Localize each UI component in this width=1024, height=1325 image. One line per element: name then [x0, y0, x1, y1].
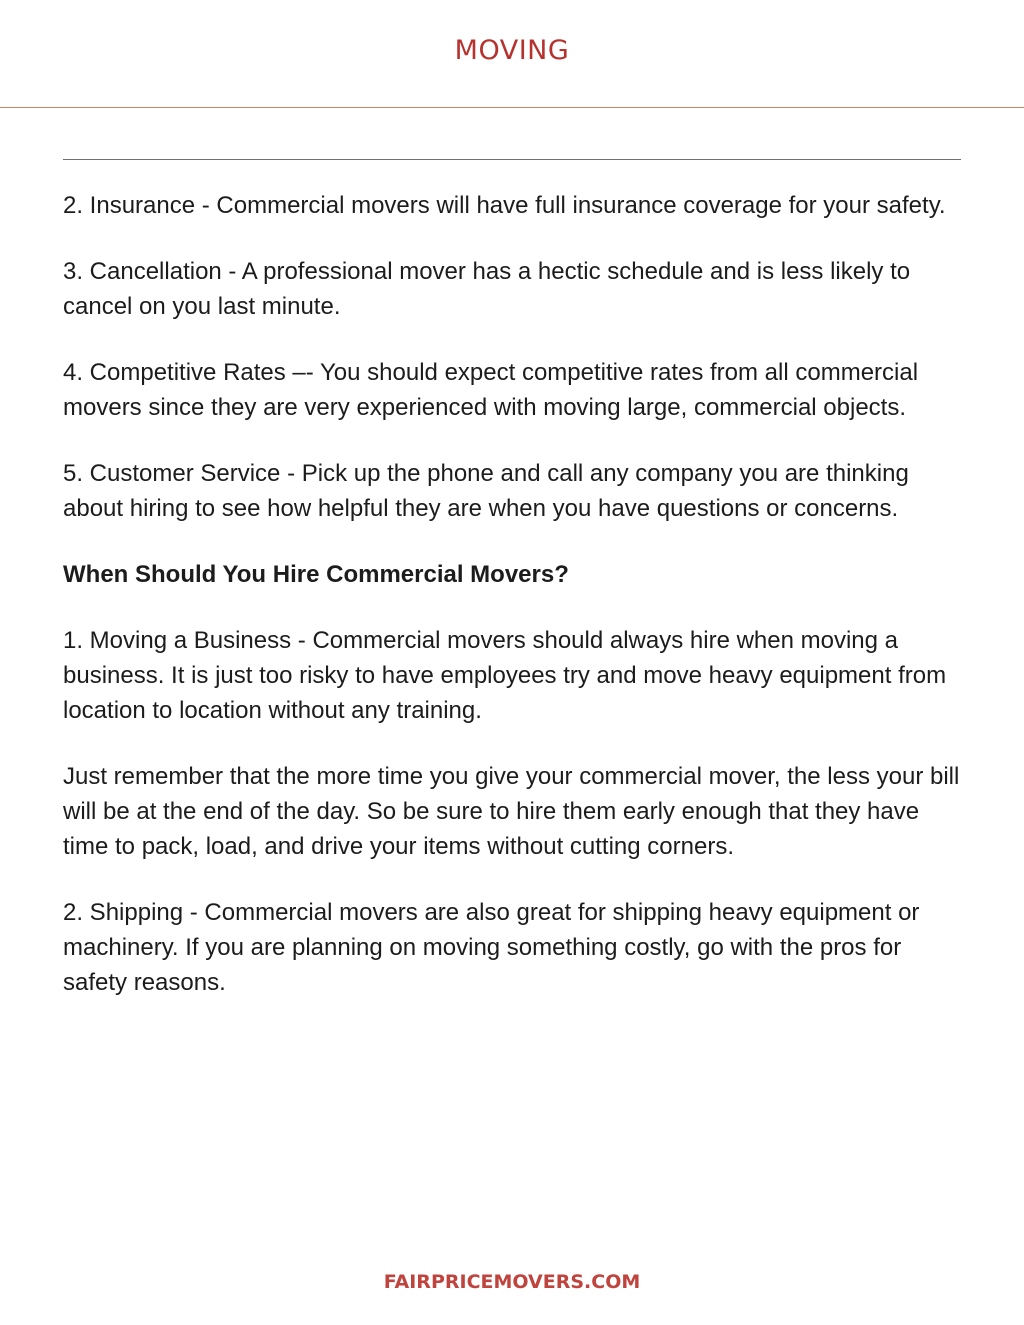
section-heading: When Should You Hire Commercial Movers?	[63, 561, 569, 588]
content-divider	[63, 159, 961, 160]
paragraph-shipping: 2. Shipping - Commercial movers are also great for shipping heavy equipment or machinery. If you are planning on moving something costly, go with the pros for safety reasons.	[63, 899, 920, 996]
paragraph-cancellation: 3. Cancellation - A professional mover has a hectic schedule and is less likely to cancel on you last minute.	[63, 258, 911, 320]
page-title: MOVING	[454, 35, 570, 66]
header-divider	[0, 107, 1024, 108]
paragraph-moving-business: 1. Moving a Business - Commercial movers should always hire when moving a business. It is just too risky to have employees try and move heavy equipment from location to location without any training.	[63, 627, 947, 724]
paragraph-just-remember: Just remember that the more time you give your commercial mover, the less your bill will be at the end of the day. So be sure to hire them early enough that they have time to pack, load, and drive your items without cutting corners.	[63, 763, 960, 860]
paragraph-competitive-rates: 4. Competitive Rates –- You should expect competitive rates from all commercial movers since they are very experienced with moving large, commercial objects.	[63, 359, 919, 421]
paragraph-insurance: 2. Insurance - Commercial movers will have full insurance coverage for your safety.	[63, 192, 946, 219]
paragraph-customer-service: 5. Customer Service - Pick up the phone and call any company you are thinking about hiring to see how helpful they are when you have questions or concerns.	[63, 460, 909, 522]
document-body	[63, 188, 961, 1031]
footer-site-link[interactable]: FAIRPRICEMOVERS.COM	[383, 1271, 641, 1293]
